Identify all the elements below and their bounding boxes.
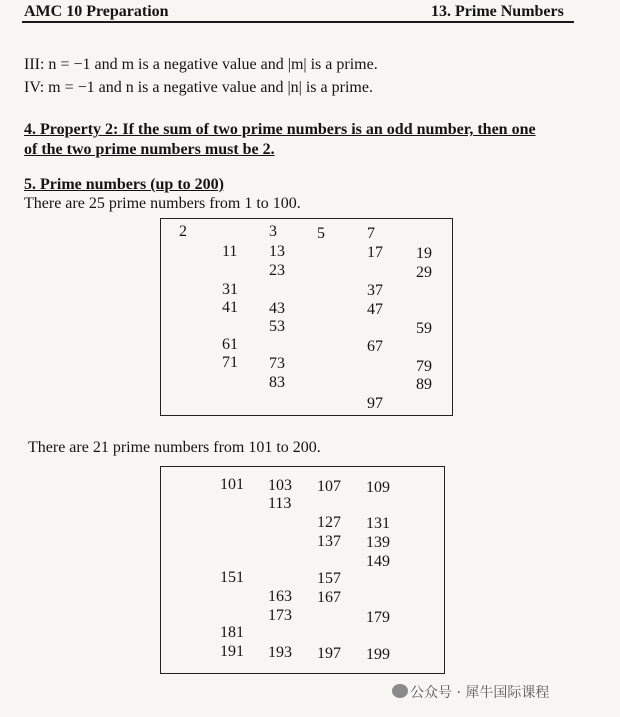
prime-cell: 173	[268, 607, 292, 624]
prime-cell: 7	[367, 225, 375, 242]
prime-cell: 3	[269, 223, 277, 240]
case-iii: III: n = −1 and m is a negative value and |m| is a prime.	[24, 56, 378, 73]
primes-101-200-box	[160, 466, 445, 674]
prime-cell: 139	[366, 534, 390, 551]
prime-cell: 19	[416, 245, 432, 262]
header-right: 13. Prime Numbers	[431, 3, 564, 20]
prime-cell: 179	[366, 609, 390, 626]
prime-cell: 109	[366, 479, 390, 496]
prime-cell: 157	[317, 570, 341, 587]
prime-cell: 181	[220, 624, 244, 641]
prime-cell: 59	[416, 320, 432, 337]
prime-cell: 73	[269, 355, 285, 372]
property2-line2: of the two prime numbers must be 2.	[24, 141, 275, 158]
prime-cell: 67	[367, 338, 383, 355]
wechat-icon	[392, 684, 408, 698]
prime-cell: 71	[222, 354, 238, 371]
prime-cell: 131	[366, 515, 390, 532]
prime-cell: 89	[416, 376, 432, 393]
case-iv: IV: m = −1 and n is a negative value and |n| is a prime.	[24, 79, 373, 96]
prime-cell: 83	[269, 374, 285, 391]
prime-cell: 37	[367, 282, 383, 299]
prime-cell: 163	[268, 588, 292, 605]
prime-cell: 23	[269, 262, 285, 279]
prime-cell: 2	[179, 223, 187, 240]
prime-cell: 113	[268, 495, 292, 512]
prime-cell: 101	[220, 476, 244, 493]
watermark: 公众号 · 犀牛国际课程	[410, 685, 550, 701]
prime-cell: 43	[269, 300, 285, 317]
header-left: AMC 10 Preparation	[24, 3, 169, 20]
primes-1-100-box	[160, 218, 453, 416]
prime-cell: 149	[366, 553, 390, 570]
prime-cell: 29	[416, 264, 432, 281]
prime-cell: 193	[268, 644, 292, 661]
property2-line1: 4. Property 2: If the sum of two prime numbers is an odd number, then one	[24, 121, 536, 138]
section5-title: 5. Prime numbers (up to 200)	[24, 176, 224, 193]
prime-cell: 103	[268, 477, 292, 494]
prime-cell: 31	[222, 281, 238, 298]
prime-cell: 53	[269, 318, 285, 335]
prime-cell: 47	[367, 301, 383, 318]
intro-101-200: There are 21 prime numbers from 101 to 200.	[28, 439, 321, 456]
prime-cell: 197	[317, 645, 341, 662]
prime-cell: 13	[269, 243, 285, 260]
prime-cell: 5	[317, 225, 325, 242]
prime-cell: 151	[220, 569, 244, 586]
prime-cell: 127	[317, 514, 341, 531]
prime-cell: 107	[317, 478, 341, 495]
prime-cell: 167	[317, 589, 341, 606]
prime-cell: 17	[367, 244, 383, 261]
prime-cell: 97	[367, 395, 383, 412]
prime-cell: 137	[317, 533, 341, 550]
prime-cell: 41	[222, 299, 238, 316]
prime-cell: 191	[220, 643, 244, 660]
header-rule	[22, 21, 574, 23]
intro-1-100: There are 25 prime numbers from 1 to 100.	[24, 195, 301, 212]
prime-cell: 11	[222, 243, 238, 260]
prime-cell: 79	[416, 358, 432, 375]
prime-cell: 61	[222, 336, 238, 353]
prime-cell: 199	[366, 646, 390, 663]
